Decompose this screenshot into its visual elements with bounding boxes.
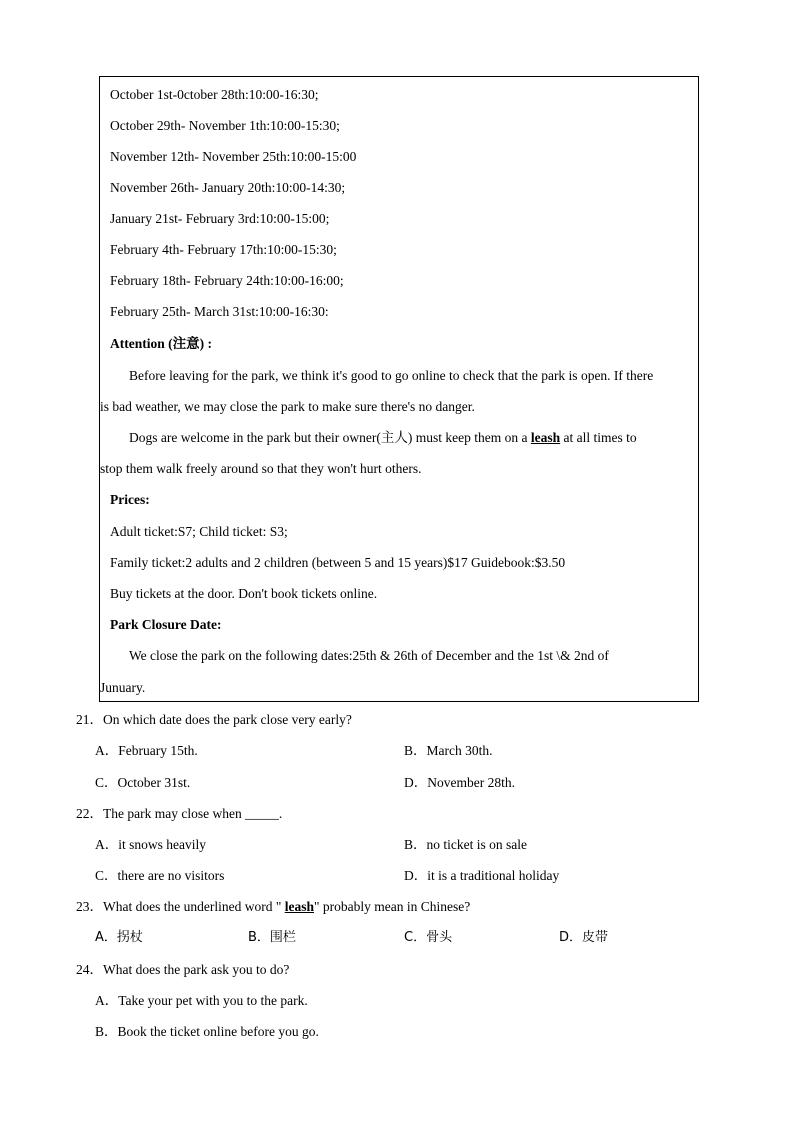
option-23-d[interactable]: D．皮带 (559, 930, 609, 945)
schedule-line: February 25th- March 31st:10:00-16:30: (110, 304, 329, 319)
schedule-line: February 4th- February 17th:10:00-15:30; (110, 242, 337, 257)
option-21-a[interactable]: A．February 15th. (95, 743, 198, 758)
leash-keyword: leash (284, 899, 314, 914)
option-23-c[interactable]: C．骨头 (404, 930, 453, 945)
attention-text: at all times to (560, 430, 637, 445)
question-21: 21．On which date does the park close very early? (76, 712, 352, 727)
attention-paragraph-line: stop them walk freely around so that they won't hurt others. (100, 461, 422, 476)
question-23-text: " probably mean in Chinese? (313, 899, 471, 914)
question-22: 22．The park may close when _____. (76, 806, 283, 821)
prices-line: Adult ticket:S7; Child ticket: S3; (110, 524, 288, 539)
question-23-text: 23．What does the underlined word " (76, 899, 285, 914)
prices-line: Buy tickets at the door. Don't book tickets online. (110, 586, 378, 601)
question-23 (76, 898, 470, 916)
attention-paragraph-line: Before leaving for the park, we think it's good to go online to check that the park is open. If there (129, 368, 654, 383)
closure-line: Junuary. (100, 680, 146, 695)
prices-line: Family ticket:2 adults and 2 children (between 5 and 15 years)$17 Guidebook:$3.50 (110, 555, 566, 570)
option-21-c[interactable]: C．October 31st. (95, 775, 191, 790)
option-23-b[interactable]: B．围栏 (248, 930, 296, 945)
schedule-line: January 21st- February 3rd:10:00-15:00; (110, 211, 330, 226)
notice-box (99, 76, 699, 702)
schedule-line: October 29th- November 1th:10:00-15:30; (110, 118, 340, 133)
option-22-c[interactable]: C．there are no visitors (95, 868, 225, 883)
closure-line: We close the park on the following dates:25th & 26th of December and the 1st \& 2nd of (129, 648, 609, 663)
option-22-b[interactable]: B．no ticket is on sale (404, 837, 527, 852)
schedule-line: November 26th- January 20th:10:00-14:30; (110, 180, 346, 195)
option-21-b[interactable]: B．March 30th. (404, 743, 493, 758)
schedule-line: November 12th- November 25th:10:00-15:00 (110, 149, 357, 164)
attention-paragraph-line: is bad weather, we may close the park to make sure there's no danger. (100, 399, 475, 414)
closure-heading: Park Closure Date: (110, 617, 222, 632)
option-22-d[interactable]: D．it is a traditional holiday (404, 868, 560, 883)
schedule-line: October 1st-0ctober 28th:10:00-16:30; (110, 87, 319, 102)
option-23-a[interactable]: A．拐杖 (95, 930, 143, 945)
attention-text: Dogs are welcome in the park but their owner(主人) must keep them on a (129, 430, 531, 445)
schedule-line: February 18th- February 24th:10:00-16:00; (110, 273, 344, 288)
prices-heading: Prices: (110, 492, 150, 507)
option-24-a[interactable]: A．Take your pet with you to the park. (95, 993, 308, 1008)
option-21-d[interactable]: D．November 28th. (404, 775, 515, 790)
option-24-b[interactable]: B．Book the ticket online before you go. (95, 1024, 319, 1039)
attention-paragraph-line (129, 429, 637, 447)
leash-keyword: leash (530, 430, 561, 445)
option-22-a[interactable]: A．it snows heavily (95, 837, 206, 852)
attention-heading: Attention (注意) : (110, 336, 212, 351)
question-24: 24．What does the park ask you to do? (76, 962, 290, 977)
